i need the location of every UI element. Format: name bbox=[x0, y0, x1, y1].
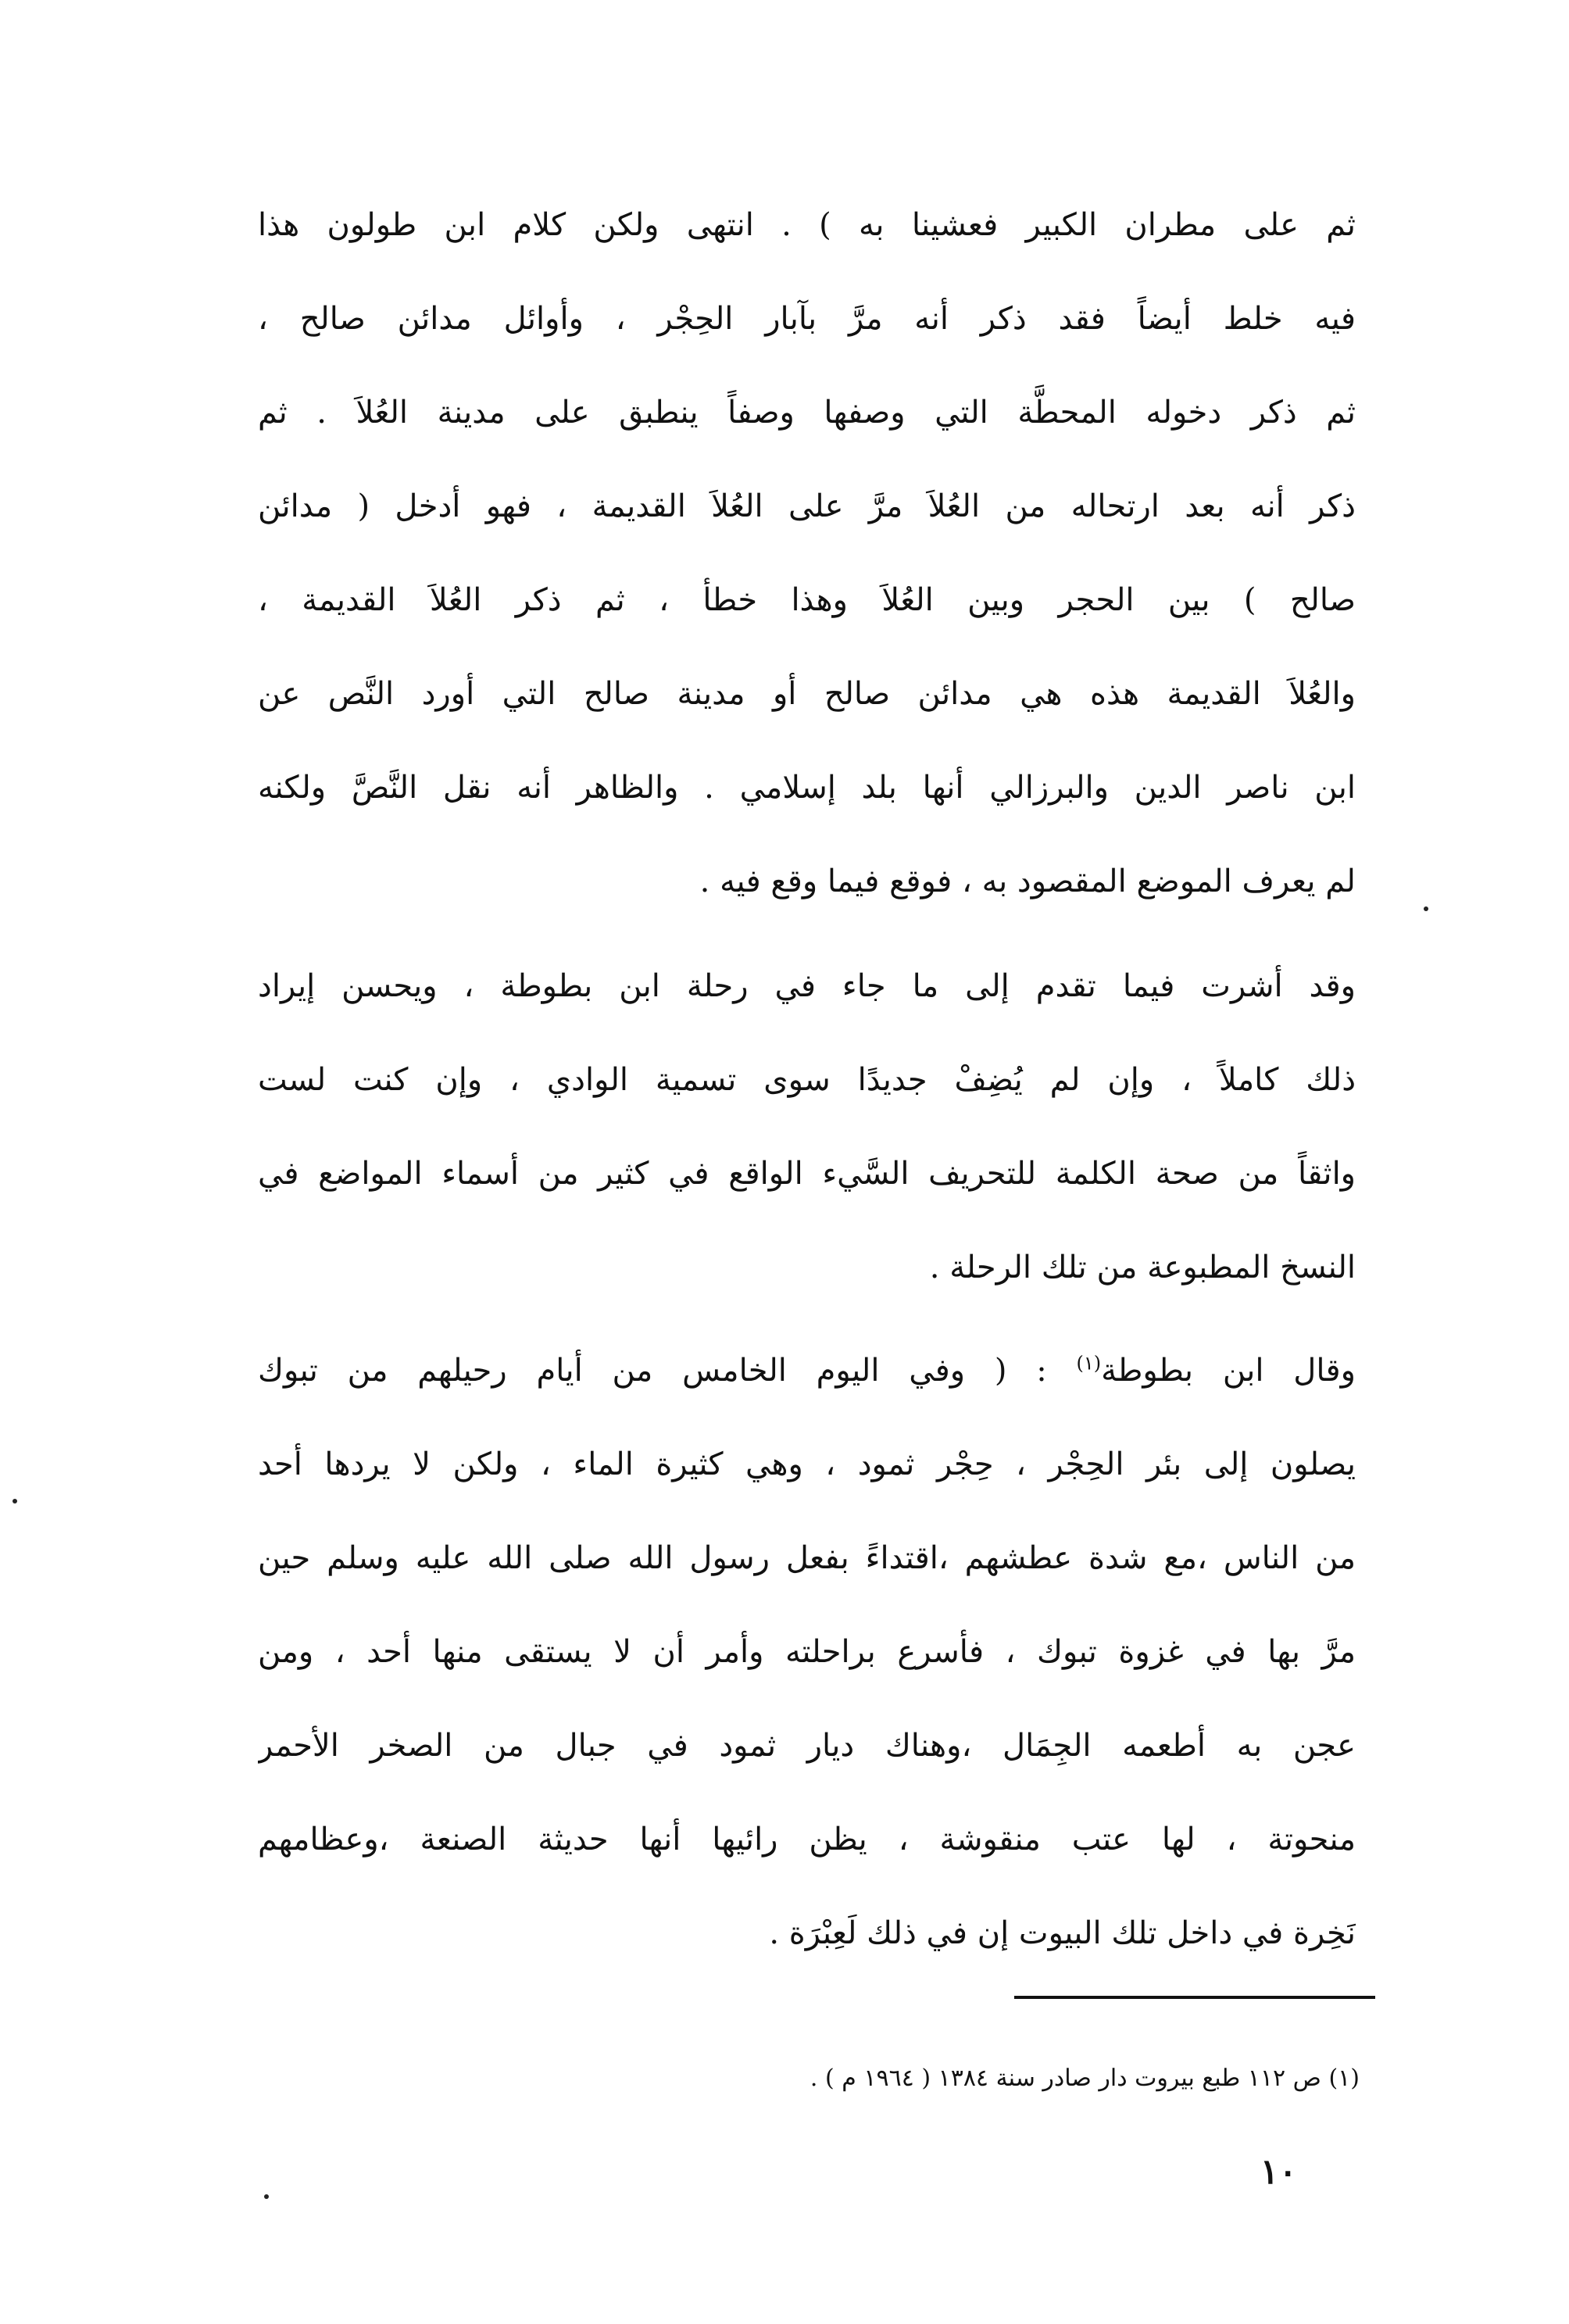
footnote-text: (١) ص ١١٢ طبع بيروت دار صادر سنة ١٣٨٤ ( ١٩٦٤ م ) . bbox=[810, 2065, 1360, 2092]
text-line-first bbox=[258, 1324, 1356, 1418]
text-line: لم يعرف الموضع المقصود به ، فوقع فيما وقع فيه . bbox=[699, 863, 1356, 899]
text-line: يصلون إلى بئر الحِجْر ، حِجْر ثمود ، وهي كثيرة الماء ، ولكن لا يردها أحد bbox=[258, 1446, 1356, 1482]
footnote-divider bbox=[1014, 1996, 1375, 1999]
scan-speck bbox=[264, 2194, 269, 2199]
paragraph-2 bbox=[258, 939, 1356, 1314]
paragraph-1 bbox=[258, 178, 1356, 928]
text-line: من الناس ،مع شدة عطشهم ،اقتداءً بفعل رسول الله صلى الله عليه وسلم حين bbox=[258, 1540, 1356, 1576]
text-line: ذلك كاملاً ، وإن لم يُضِفْ جديدًا سوى تسمية الوادي ، وإن كنت لست bbox=[258, 1062, 1356, 1098]
text-line: واثقاً من صحة الكلمة للتحريف السَّيء الواقع في كثير من أسماء المواضع في bbox=[258, 1156, 1356, 1192]
text-line: نَخِرة في داخل تلك البيوت إن في ذلك لَعِبْرَة . bbox=[769, 1915, 1356, 1951]
scan-speck bbox=[13, 1499, 17, 1503]
text-line: وقد أشرت فيما تقدم إلى ما جاء في رحلة ابن بطوطة ، ويحسن إيراد bbox=[258, 968, 1356, 1004]
scan-speck bbox=[1424, 906, 1428, 911]
text-line: صالح ) بين الحجر وبين العُلاَ وهذا خطأ ، ثم ذكر العُلاَ القديمة ، bbox=[258, 582, 1356, 618]
page-number: ١٠ bbox=[1260, 2152, 1297, 2192]
text-line: منحوتة ، لها عتب منقوشة ، يظن رائيها أنها حديثة الصنعة ،وعظامهم bbox=[258, 1822, 1356, 1857]
text-line: عجن به أطعمه الجِمَال ،وهناك ديار ثمود في جبال من الصخر الأحمر bbox=[258, 1728, 1356, 1764]
quote-first-rest: : ( وفي اليوم الخامس من أيام رحيلهم من تبوك bbox=[258, 1353, 1047, 1389]
text-line: ثم ذكر دخوله المحطَّة التي وصفها وصفاً ينطبق على مدينة العُلاَ . ثم bbox=[258, 395, 1356, 431]
quote-lead: وقال ابن بطوطة bbox=[1101, 1353, 1356, 1389]
text-line: فيه خلط أيضاً فقد ذكر أنه مرَّ بآبار الحِجْر ، وأوائل مدائن صالح ، bbox=[258, 301, 1356, 337]
footnote-marker[interactable]: (١) bbox=[1076, 1352, 1102, 1375]
text-line: النسخ المطبوعة من تلك الرحلة . bbox=[929, 1250, 1356, 1285]
text-line: والعُلاَ القديمة هذه هي مدائن صالح أو مدينة صالح التي أورد النَّص عن bbox=[258, 676, 1356, 712]
text-line: مرَّ بها في غزوة تبوك ، فأسرع براحلته وأمر أن لا يستقى منها أحد ، ومن bbox=[258, 1634, 1356, 1670]
text-line: ذكر أنه بعد ارتحاله من العُلاَ مرَّ على العُلاَ القديمة ، فهو أدخل ( مدائن bbox=[258, 488, 1356, 524]
text-line: ثم على مطران الكبير فعشينا به ) . انتهى ولكن كلام ابن طولون هذا bbox=[258, 207, 1356, 243]
text-line: ابن ناصر الدين والبرزالي أنها بلد إسلامي . والظاهر أنه نقل النَّصَّ ولكنه bbox=[258, 770, 1356, 806]
paragraph-3 bbox=[258, 1324, 1356, 1980]
